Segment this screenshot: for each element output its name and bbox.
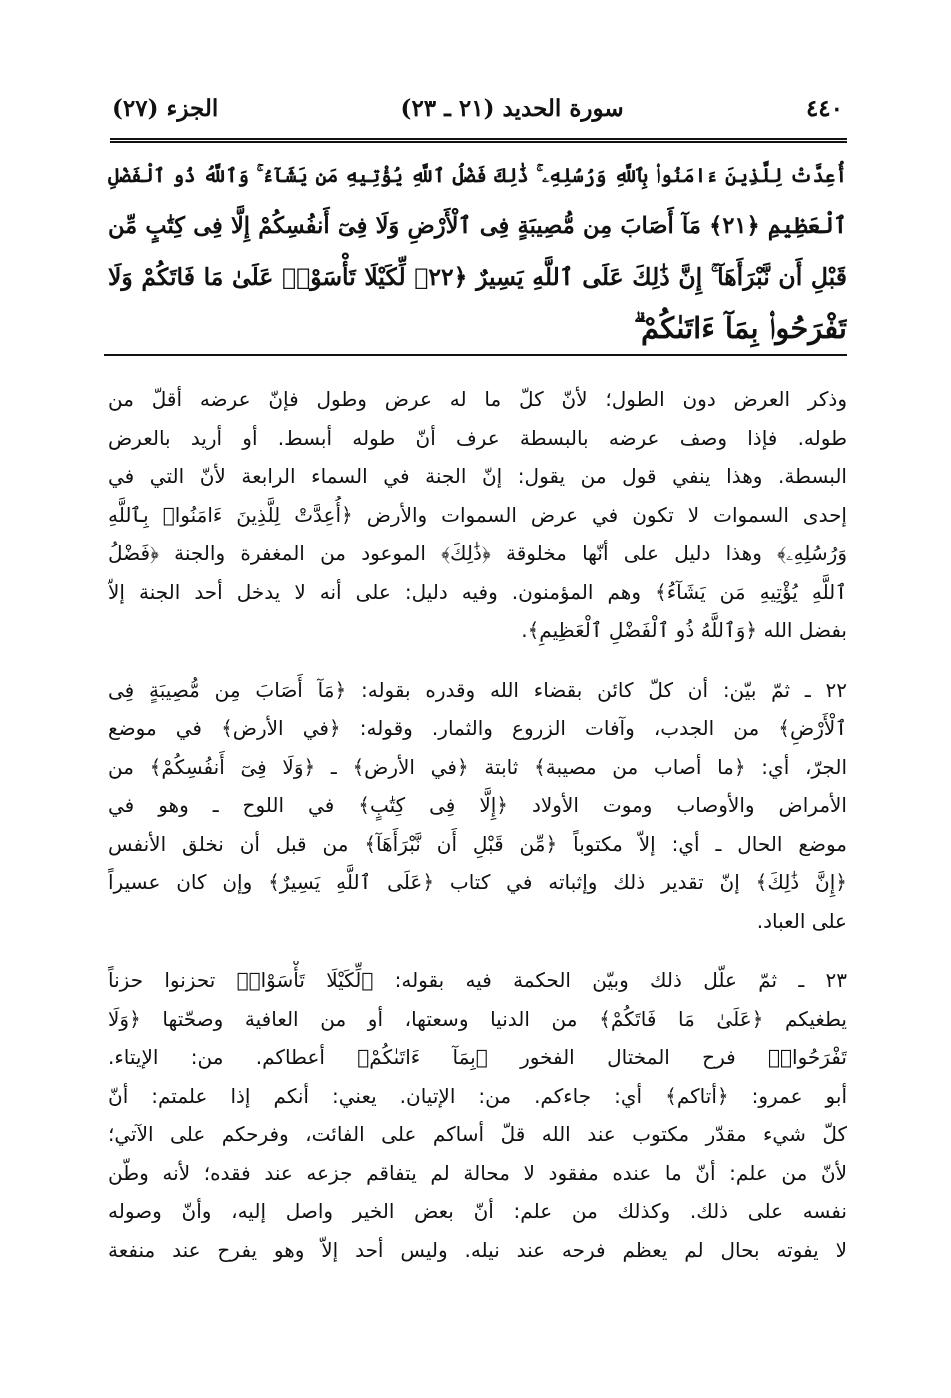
quran-line: ٱلْعَظِيمِ ﴿٢١﴾ مَآ أَصَابَ مِن مُّصِيبَةٍ فِى ٱلْأَرْضِ وَلَا فِىٓ أَنفُسِكُمْ إِلَّا فِى كِتَٰبٍ مِّن bbox=[108, 213, 847, 239]
paragraph bbox=[108, 671, 847, 941]
text-line: ٢٣ ـ ثمّ علّل ذلك وبيّن الحكمة فيه بقوله: ﴿لِّكَيْلَا تَأْسَوْا۟﴾ تحزنوا حزناً bbox=[108, 968, 847, 992]
text-line: كلّ شيء مقدّر مكتوب عند الله قلّ أساكم على الفائت، وفرحكم على الآتي؛ bbox=[108, 1122, 847, 1146]
header-divider bbox=[110, 138, 847, 143]
text-line: طوله. فإذا وصف عرضه بالبسطة عرف أنّ طوله أبسط. أو أريد بالعرض bbox=[108, 425, 847, 450]
text-line: يطغيكم ﴿عَلَىٰ مَا فَاتَكُمْ﴾ من الدنيا وسعتها، أو من العافية وصحّتها ﴿وَلَا bbox=[108, 1006, 847, 1031]
juz-label: الجزء (٢٧) bbox=[112, 94, 219, 122]
text-line: الجرّ، أي: ﴿ما أصاب من مصيبة﴾ ثابتة ﴿في الأرض﴾ ـ ﴿وَلَا فِىٓ أَنفُسِكُمْ﴾ من bbox=[108, 754, 847, 779]
quran-line: قَبْلِ أَن نَّبْرَأَهَآ ۚ إِنَّ ذَٰلِكَ عَلَى ٱللَّهِ يَسِيرٌ ﴿٢٢﴾ لِّكَيْلَا تَأْسَوْا۟ عَلَىٰ مَا فَاتَكُمْ وَلَا bbox=[108, 263, 847, 291]
text-line: ﴿إِنَّ ذَٰلِكَ﴾ إنّ تقدير ذلك وإثباته في كتاب ﴿عَلَى ٱللَّهِ يَسِيرٌ﴾ وإن كان عسيراً bbox=[108, 870, 847, 894]
page-number: ٤٤٠ bbox=[805, 94, 843, 122]
text-line: البسطة. وهذا ينفي قول من يقول: إنّ الجنة في السماء الرابعة لأنّ التي في bbox=[108, 464, 847, 488]
text-line: ٱللَّهِ يُؤْتِيهِ مَن يَشَآءُ﴾ وهم المؤمنون. وفيه دليل: على أنه لا يدخل أحد الجنة إلاّ bbox=[108, 579, 847, 604]
text-line: إحدى السموات لا تكون في عرض السموات والأرض ﴿أُعِدَّتْ لِلَّذِينَ ءَامَنُوا۟ بِٱللَّهِ bbox=[108, 502, 847, 527]
text-line: بفضل الله ﴿وَٱللَّهُ ذُو ٱلْفَضْلِ ٱلْعَظِيمِ﴾. bbox=[521, 618, 847, 642]
text-line: ٱلْأَرْضِ﴾ من الجدب، وآفات الزروع والثمار. وقوله: ﴿في الأرض﴾ في موضع bbox=[108, 716, 847, 740]
commentary-text bbox=[108, 380, 847, 1290]
text-line: لأنّ من علم: أنّ ما عنده مفقود لا محالة لم يتفاقم جزعه عند فقده؛ لأنه وطّن bbox=[108, 1160, 847, 1185]
page-header bbox=[112, 88, 843, 128]
surah-title: سورة الحديد (٢١ ـ ٢٣) bbox=[400, 94, 624, 122]
text-line: على العباد. bbox=[756, 908, 847, 933]
text-line: موضع الحال ـ أي: إلاّ مكتوباً ﴿مِّن قَبْلِ أَن نَّبْرَأَهَآ﴾ من قبل أن نخلق الأنفس bbox=[108, 831, 847, 856]
text-line: لا يفوته بحال لم يعظم فرحه عند نيله. وليس أحد إلاّ وهو يفرح عند منفعة bbox=[108, 1237, 847, 1262]
text-line: تَفْرَحُوا۟﴾ فرح المختال الفخور ﴿بِمَآ ءَاتَىٰكُمْ﴾ أعطاكم. من: الإيتاء. bbox=[108, 1045, 847, 1069]
text-line: نفسه على ذلك. وكذلك من علم: أنّ بعض الخير واصل إليه، وأنّ وصوله bbox=[108, 1199, 847, 1223]
quran-verses bbox=[108, 150, 847, 354]
text-line: وَرُسُلِهِۦ﴾ وهذا دليل على أنّها مخلوقة ﴿ذَٰلِكَ﴾ الموعود من المغفرة والجنة ﴿فَضْلُ bbox=[108, 541, 847, 565]
text-line: ٢٢ ـ ثمّ بيّن: أن كلّ كائن بقضاء الله وقدره بقوله: ﴿مَآ أَصَابَ مِن مُّصِيبَةٍ فِى bbox=[108, 677, 847, 702]
text-line: وذكر العرض دون الطول؛ لأنّ كلّ ما له عرض وطول فإنّ عرضه أقلّ من bbox=[108, 387, 847, 411]
text-line: أبو عمرو: ﴿أتاكم﴾ أي: جاءكم. من: الإتيان. يعني: أنكم إذا علمتم: أنّ bbox=[108, 1083, 847, 1108]
section-divider bbox=[104, 354, 847, 356]
text-line: الأمراض والأوصاب وموت الأولاد ﴿إِلَّا فِى كِتَٰبٍ﴾ في اللوح ـ وهو في bbox=[108, 793, 847, 817]
quran-line: تَفْرَحُوا۟ بِمَآ ءَاتَىٰكُمْ ۗ bbox=[633, 311, 847, 345]
paragraph bbox=[108, 961, 847, 1269]
paragraph bbox=[108, 380, 847, 650]
quran-line: أُعِدَّتْ لِلَّذِينَ ءَامَنُوا۟ بِٱللَّهِ وَرُسُلِهِۦ ۚ ذَٰلِكَ فَضْلُ ٱللَّهِ يُؤْتِيهِ مَن يَشَآءُ ۚ وَٱللَّهُ ذُو ٱلْفَضْلِ bbox=[108, 164, 847, 187]
